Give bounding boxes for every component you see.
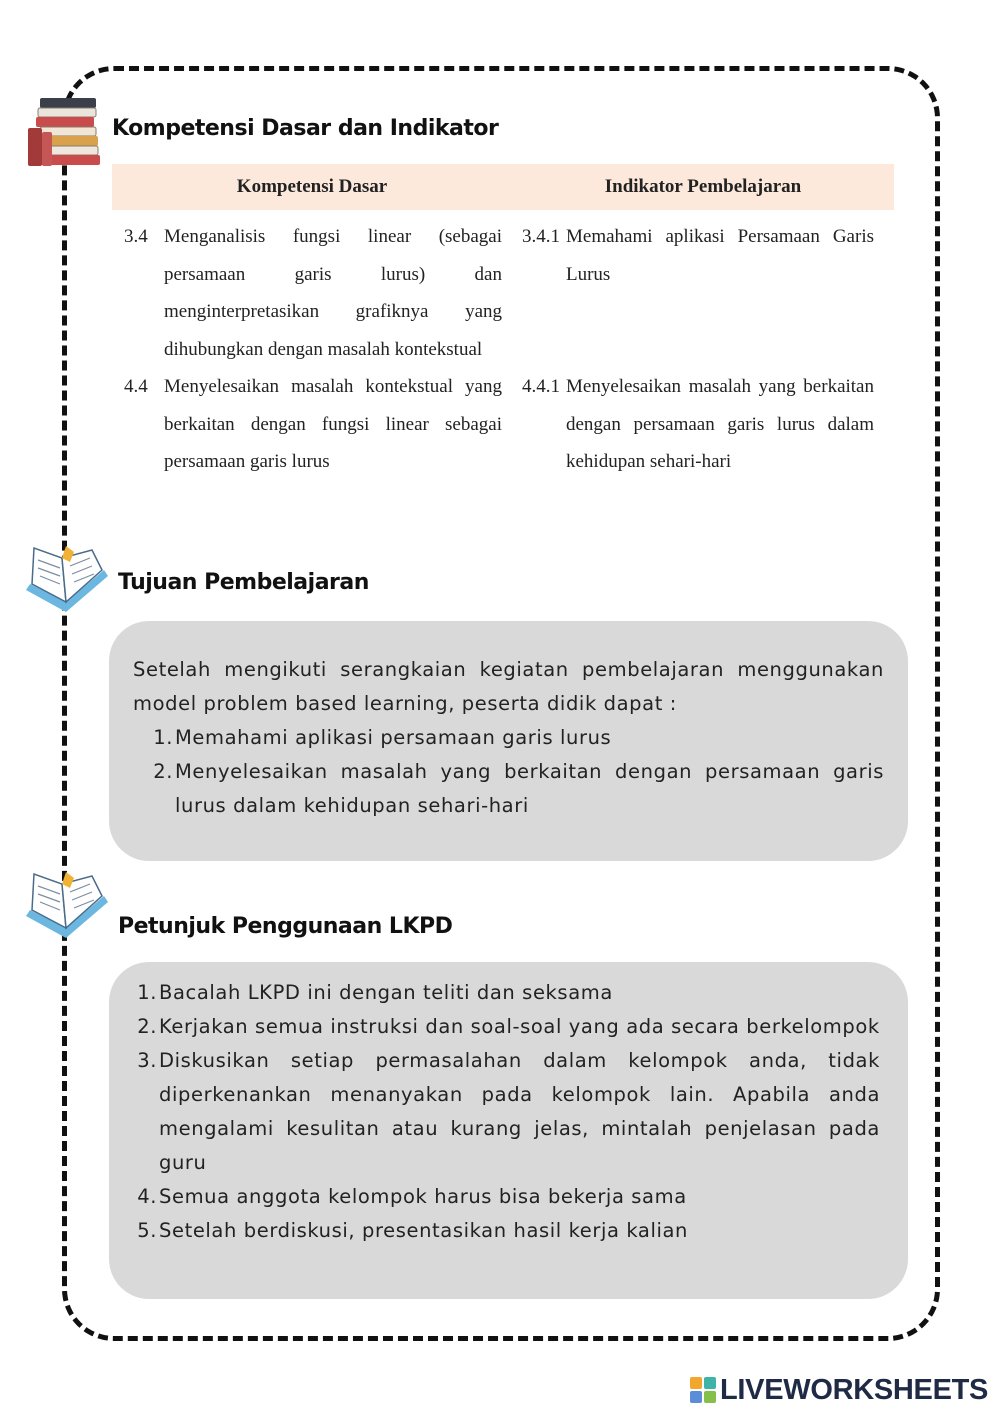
list-item (133, 1180, 880, 1214)
list-number: 3. (137, 1049, 157, 1072)
kd-text: Menyelesaikan masalah kontekstual yang berkaitan dengan fungsi linear sebagai persamaan garis lurus (164, 376, 502, 472)
kd-row (112, 218, 894, 368)
list-text: Diskusikan setiap permasalahan dalam kelompok anda, tidak diperkenankan menanyakan pada kelompok lain. Apabila anda mengalami kesulitan atau kurang jelas, mintalah penjelasan pada guru (159, 1049, 880, 1174)
tujuan-box (109, 621, 908, 861)
list-number: 5. (137, 1219, 157, 1242)
list-item (133, 1010, 880, 1044)
indikator-number: 4.4.1 (522, 376, 560, 397)
list-number: 1. (153, 726, 173, 749)
list-text: Menyelesaikan masalah yang berkaitan dengan persamaan garis lurus dalam kehidupan sehari-hari (175, 760, 884, 817)
tujuan-list (133, 721, 884, 823)
list-number: 4. (137, 1185, 157, 1208)
indikator-text: Menyelesaikan masalah yang berkaitan dengan persamaan garis lurus dalam kehidupan sehari-hari (566, 376, 874, 472)
petunjuk-list (133, 976, 880, 1248)
open-book-icon (22, 872, 112, 952)
list-number: 1. (137, 981, 157, 1004)
list-item (133, 1214, 880, 1248)
liveworksheets-logo[interactable] (690, 1373, 988, 1407)
list-text: Bacalah LKPD ini dengan teliti dan seksama (159, 981, 613, 1004)
section-title-petunjuk: Petunjuk Penggunaan LKPD (118, 914, 453, 939)
liveworksheets-logo-icon (690, 1377, 716, 1403)
kd-text: Menganalisis fungsi linear (sebagai persamaan garis lurus) dan menginterpretasikan grafiknya yang dihubungkan dengan masalah kontekstual (164, 226, 502, 360)
liveworksheets-logo-text: LIVEWORKSHEETS (720, 1373, 989, 1406)
indikator-number: 3.4.1 (522, 226, 560, 247)
list-number: 2. (153, 760, 173, 783)
indikator-text: Memahami aplikasi Persamaan Garis Lurus (566, 226, 874, 285)
kd-header-cell: Kompetensi Dasar (236, 176, 388, 197)
kd-table (112, 164, 894, 481)
petunjuk-box (109, 962, 908, 1299)
kd-table-header (112, 164, 894, 210)
list-item (133, 755, 884, 823)
section-title-tujuan: Tujuan Pembelajaran (118, 570, 369, 595)
kd-number: 3.4 (124, 226, 148, 247)
list-text: Semua anggota kelompok harus bisa bekerja sama (159, 1185, 687, 1208)
list-number: 2. (137, 1015, 157, 1038)
kd-row (112, 368, 894, 481)
section-title-kompetensi: Kompetensi Dasar dan Indikator (112, 116, 499, 141)
stacked-books-icon (26, 90, 104, 170)
indikator-header-cell: Indikator Pembelajaran (604, 176, 802, 197)
list-text: Setelah berdiskusi, presentasikan hasil kerja kalian (159, 1219, 689, 1242)
kd-number: 4.4 (124, 376, 148, 397)
open-book-icon (22, 546, 112, 626)
list-text: Memahami aplikasi persamaan garis lurus (175, 726, 612, 749)
list-item (133, 976, 880, 1010)
list-text: Kerjakan semua instruksi dan soal-soal yang ada secara berkelompok (159, 1015, 880, 1038)
tujuan-intro: Setelah mengikuti serangkaian kegiatan pembelajaran menggunakan model problem based learning, peserta didik dapat : (133, 658, 884, 715)
list-item (133, 721, 884, 755)
list-item (133, 1044, 880, 1180)
